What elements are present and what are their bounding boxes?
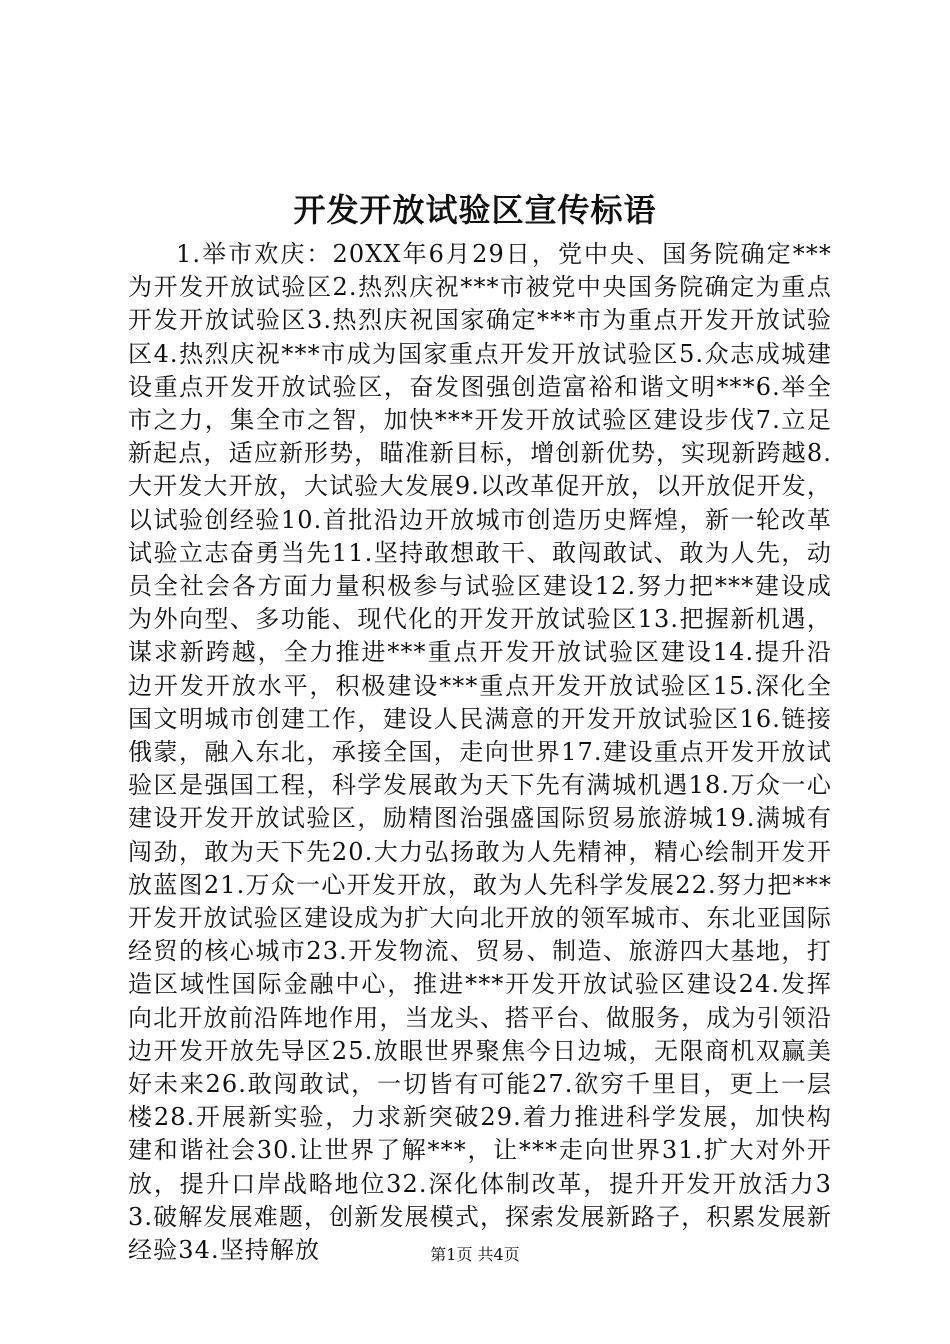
- document-title: 开发开放试验区宣传标语: [293, 191, 657, 229]
- page-indicator: 第1页 共4页: [430, 1245, 520, 1264]
- document-body-paragraph: 1.举市欢庆：20XX年6月29日，党中央、国务院确定***为开发开放试验区2.热烈庆祝***市被党中央国务院确定为重点开发开放试验区3.热烈庆祝国家确定***市为重点开发开放试验区4.热烈庆祝***市成为国家重点开发开放试验区5.众志成城建设重点开发开放试验区，奋发图强创造富裕和谐文明***6.举全市之力，集全市之智，加快***开发开放试验区建设步伐7.立足新起点，适应新形势，瞄准新目标，增创新优势，实现新跨越8.大开发大开放，大试验大发展9.以改革促开放，以开放促开发，以试验创经验10.首批沿边开放城市创造历史辉煌，新一轮改革试验立志奋勇当先11.坚持敢想敢干、敢闯敢试、敢为人先，动员全社会各方面力量积极参与试验区建设12.努力把***建设成为外向型、多功能、现代化的开发开放试验区13.把握新机遇，谋求新跨越，全力推进***重点开发开放试验区建设14.提升沿边开发开放水平，积极建设***重点开发开放试验区15.深化全国文明城市创建工作，建设人民满意的开发开放试验区16.链接俄蒙，融入东北，承接全国，走向世界17.建设重点开发开放试验区是强国工程，科学发展敢为天下先有满城机遇18.万众一心建设开发开放试验区，励精图治强盛国际贸易旅游城19.满城有闯劲，敢为天下先20.大力弘扬敢为人先精神，精心绘制开发开放蓝图21.万众一心开发开放，敢为人先科学发展22.努力把***开发开放试验区建设成为扩大向北开放的领军城市、东北亚国际经贸的核心城市23.开发物流、贸易、制造、旅游四大基地，打造区域性国际金融中心，推进***开发开放试验区建设24.发挥向北开放前沿阵地作用，当龙头、搭平台、做服务，成为引领沿边开发开放先导区25.放眼世界聚焦今日边城，无限商机双赢美好未来26.敢闯敢试，一切皆有可能27.欲穷千里目，更上一层楼28.开展新实验，力求新突破29.着力推进科学发展，加快构建和谐社会30.让世界了解***，让***走向世界31.扩大对外开放，提升口岸战略地位32.深化体制改革，提升开发开放活力33.破解发展难题，创新发展模式，探索发展新路子，积累发展新经验34.坚持解放: [128, 240, 832, 1265]
